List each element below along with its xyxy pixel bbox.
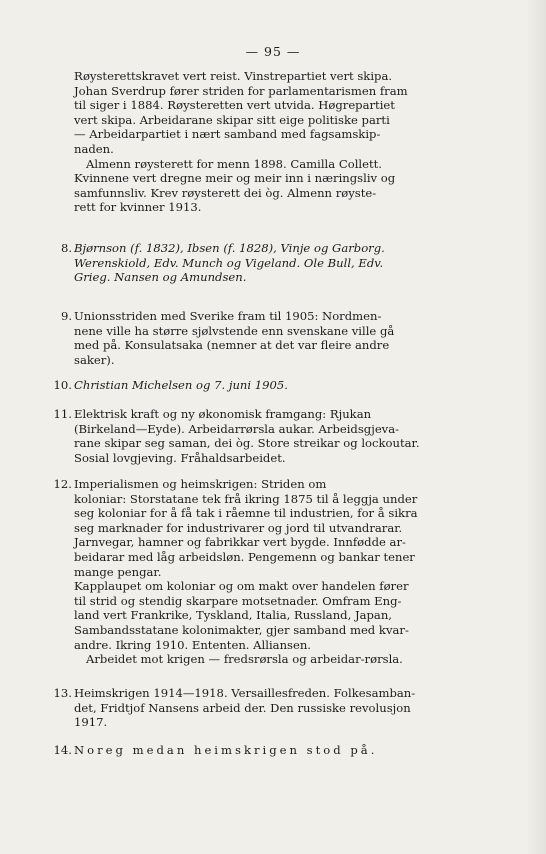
text-line: naden. bbox=[74, 141, 114, 156]
item-line: seg koloniar for å få tak i råemne til industrien, for å sikra bbox=[74, 506, 418, 521]
item-line: Sambandsstatane kolonimakter, gjer samband med kvar- bbox=[74, 622, 409, 637]
item-line: nene ville ha større sjølvstende enn svenskane ville gå bbox=[74, 323, 395, 338]
item-line: Werenskiold, Edv. Munch og Vigeland. Ole Bull, Edv. bbox=[74, 255, 384, 270]
text-line: samfunnsliv. Krev røysterett dei òg. Almenn røyste- bbox=[74, 185, 377, 200]
item-line: Noreg medan heimskrigen stod på. bbox=[74, 743, 378, 757]
item-line: mange pengar. bbox=[74, 564, 162, 579]
item-line: Unionsstriden med Sverike fram til 1905: Nordmen- bbox=[74, 309, 382, 323]
item-line: til strid og stendig skarpare motsetnader. Omfram Eng- bbox=[74, 593, 402, 608]
item-line: beidarar med låg arbeidsløn. Pengemenn og bankar tener bbox=[74, 549, 415, 564]
text-line: vert skipa. Arbeidarane skipar sitt eige politiske parti bbox=[74, 112, 390, 127]
item-line: andre. Ikring 1910. Ententen. Alliansen. bbox=[74, 637, 311, 652]
item-line: saker). bbox=[74, 352, 115, 367]
item-line: koloniar: Storstatane tek frå ikring 1875 til å leggja under bbox=[74, 491, 418, 506]
text-line: Almenn røysterett for menn 1898. Camilla Collett. bbox=[86, 156, 382, 171]
item-line: Heimskrigen 1914—1918. Versaillesfreden. Folkesamban- bbox=[74, 686, 416, 700]
item-line: land vert Frankrike, Tyskland, Italia, Russland, Japan, bbox=[74, 608, 392, 623]
page-number: — 95 — bbox=[245, 44, 301, 59]
item-line: 1917. bbox=[74, 715, 108, 730]
item-number: 8. bbox=[60, 241, 72, 255]
item-number: 14. bbox=[53, 743, 72, 757]
text-line: til siger i 1884. Røysteretten vert utvida. Høgrepartiet bbox=[74, 98, 395, 113]
item-line: Imperialismen og heimskrigen: Striden om bbox=[74, 477, 327, 491]
item-line: rane skipar seg saman, dei òg. Store streikar og lockoutar. bbox=[74, 436, 420, 451]
item-number: 13. bbox=[53, 686, 72, 700]
item-number: 11. bbox=[53, 407, 72, 421]
text-line: Johan Sverdrup fører striden for parlamentarismen fram bbox=[74, 83, 408, 98]
item-line: Grieg. Nansen og Amundsen. bbox=[74, 270, 247, 285]
item-line: Jarnvegar, hamner og fabrikkar vert bygde. Innfødde ar- bbox=[74, 535, 406, 550]
item-line: Arbeidet mot krigen — fredsrørsla og arbeidar-rørsla. bbox=[86, 652, 403, 667]
item-line: Kapplaupet om koloniar og om makt over handelen fører bbox=[74, 579, 409, 594]
item-line: Christian Michelsen og 7. juni 1905. bbox=[74, 378, 288, 392]
intro-paragraph bbox=[74, 69, 452, 215]
item-line: seg marknader for industrivarer og jord til utvandrarar. bbox=[74, 520, 403, 535]
item-line: Elektrisk kraft og ny økonomisk framgang: Rjukan bbox=[74, 407, 372, 421]
text-line: Kvinnene vert dregne meir og meir inn i næringsliv og bbox=[74, 171, 396, 186]
item-line: Sosial lovgjeving. Fråhaldsarbeidet. bbox=[74, 450, 286, 465]
item-number: 9. bbox=[60, 309, 72, 323]
page-edge-shadow bbox=[526, 0, 546, 854]
text-line: Røysterettskravet vert reist. Vinstrepartiet vert skipa. bbox=[74, 69, 393, 83]
item-line: med på. Konsulatsaka (nemner at det var fleire andre bbox=[74, 338, 390, 353]
item-number: 10. bbox=[53, 378, 72, 392]
text-line: rett for kvinner 1913. bbox=[74, 200, 202, 215]
text-line: — Arbeidarpartiet i nært samband med fagsamskip- bbox=[74, 127, 381, 142]
item-line: det, Fridtjof Nansens arbeid der. Den russiske revolusjon bbox=[74, 700, 411, 715]
item-line: (Birkeland—Eyde). Arbeidarrørsla aukar. Arbeidsgjeva- bbox=[74, 421, 400, 436]
item-line: Bjørnson (f. 1832), Ibsen (f. 1828), Vinje og Garborg. bbox=[74, 241, 385, 255]
item-number: 12. bbox=[53, 477, 72, 491]
